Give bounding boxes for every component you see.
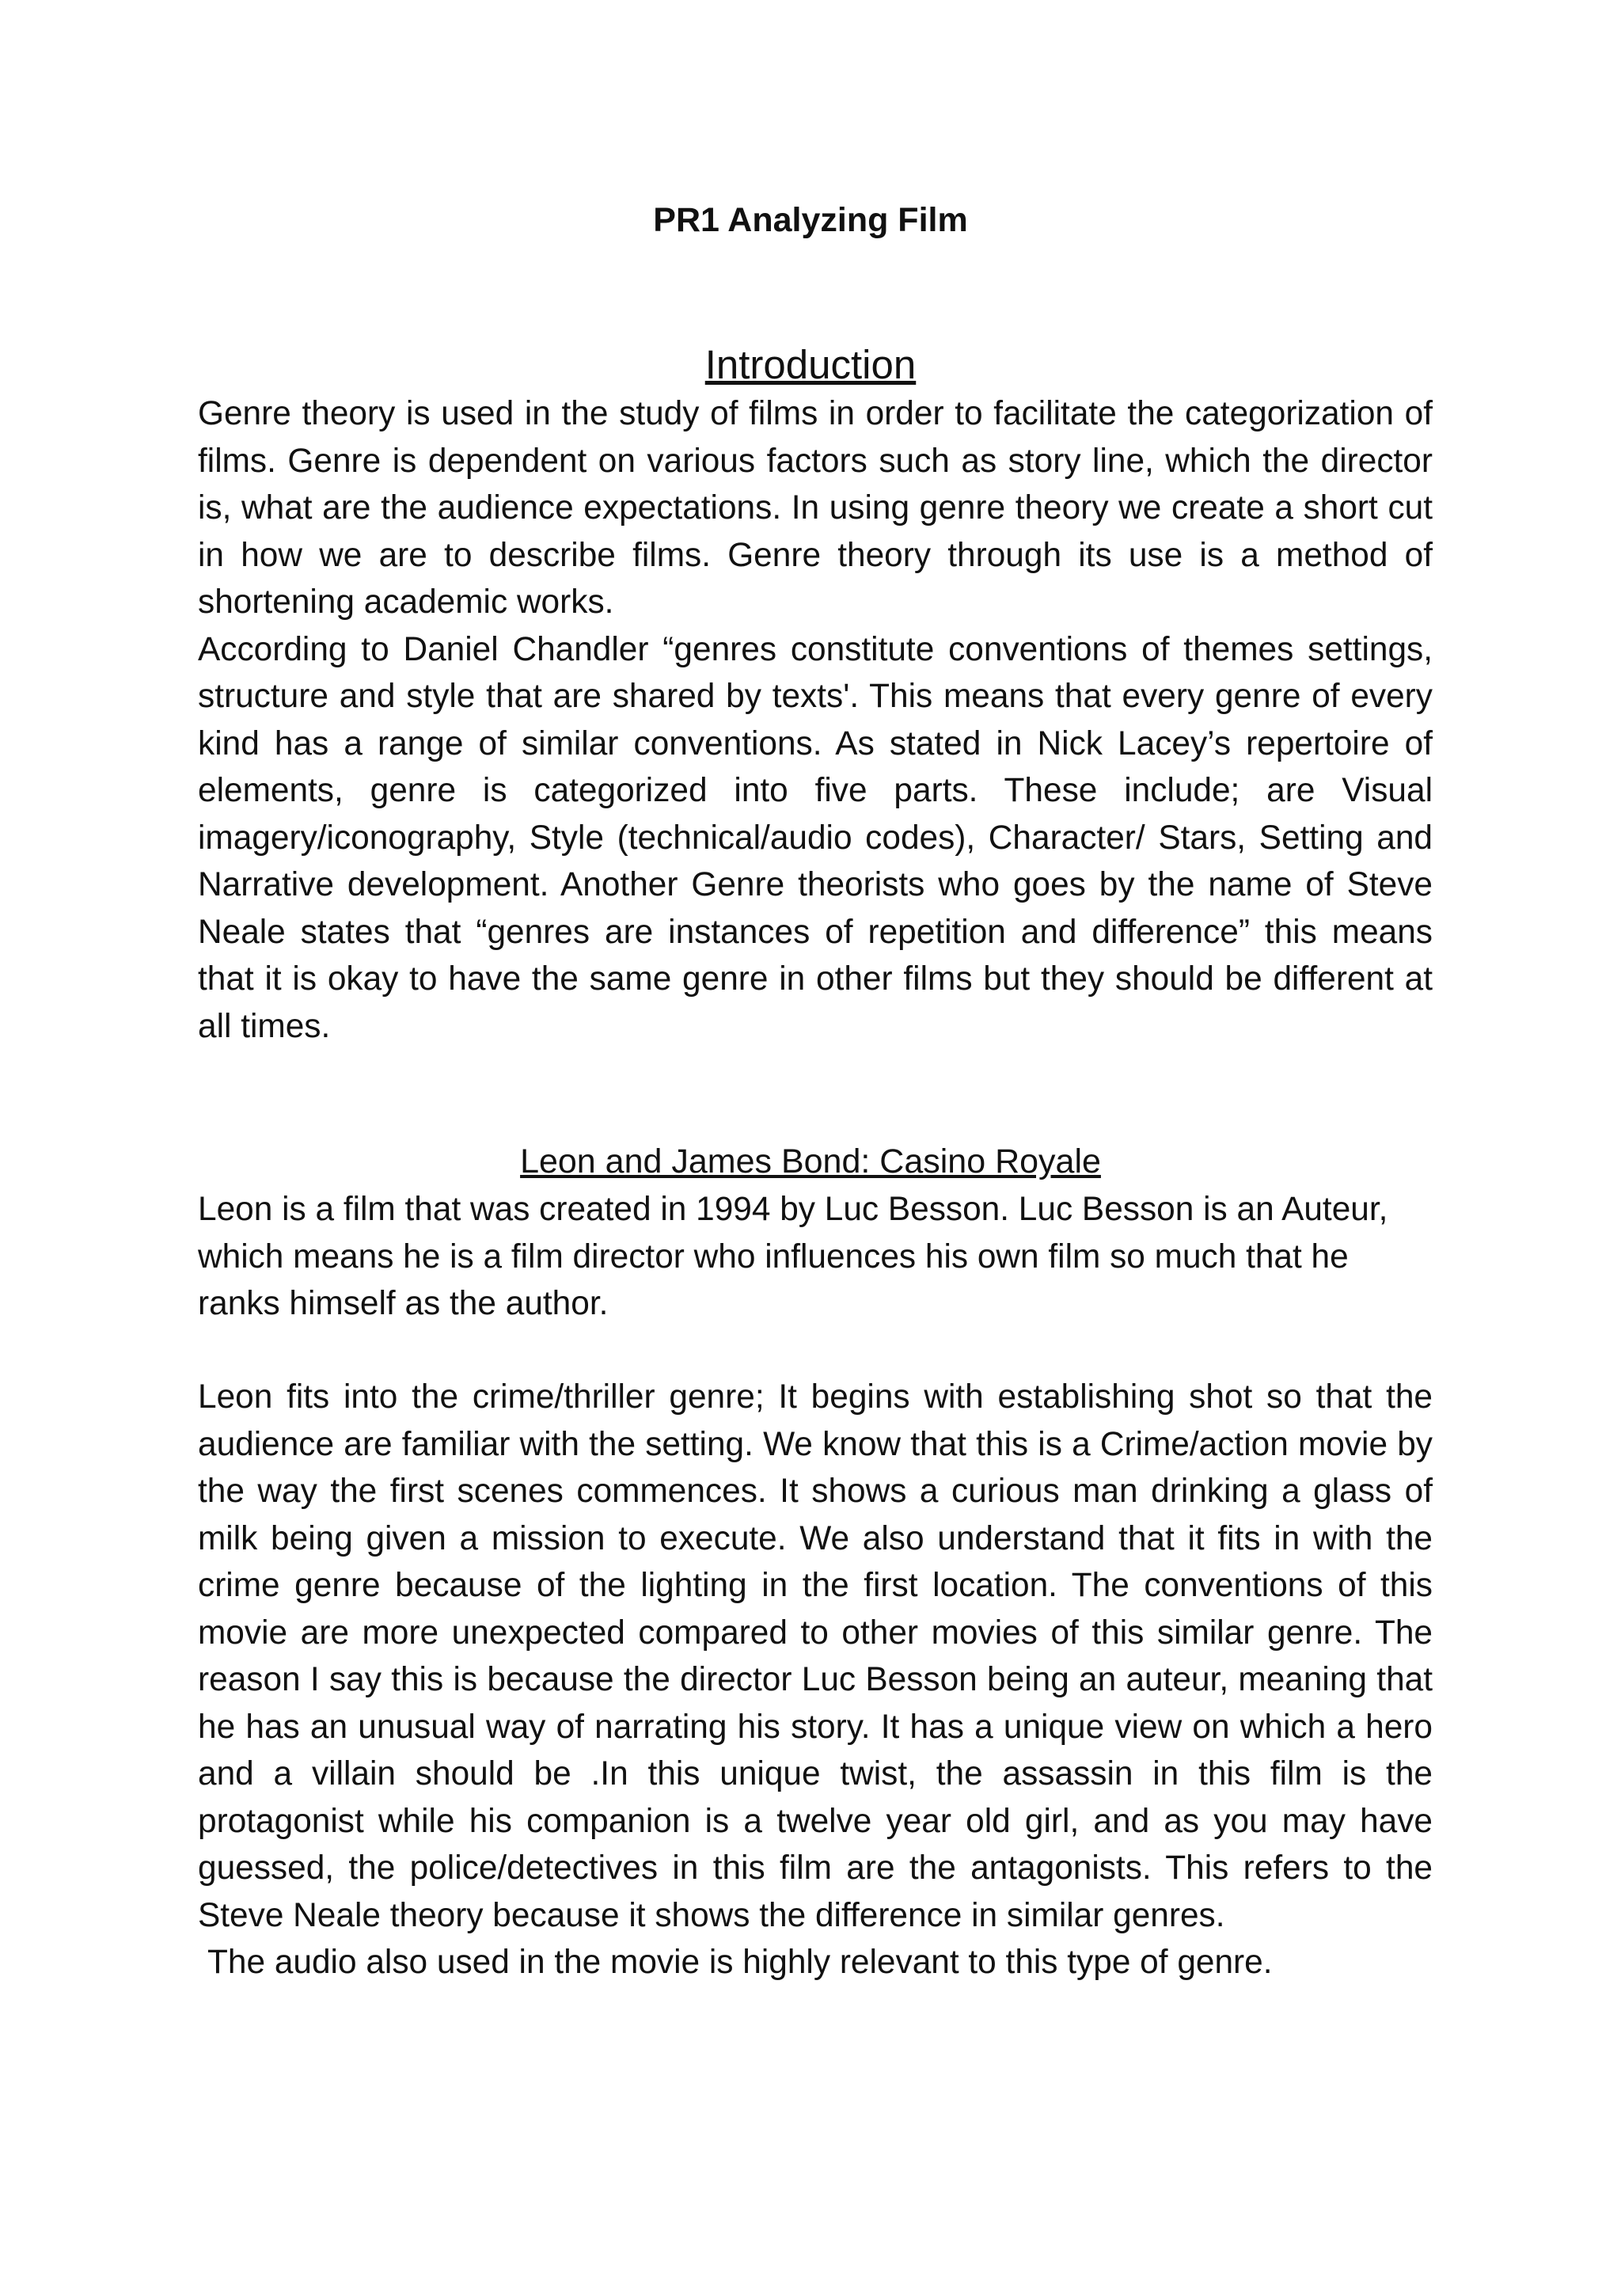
document-title: PR1 Analyzing Film	[653, 201, 968, 239]
leon-section-heading: Leon and James Bond: Casino Royale	[520, 1142, 1101, 1180]
leon-section-intro	[198, 1185, 1433, 1327]
introduction-paragraph-2: According to Daniel Chandler “genres constitute conventions of themes settings, structure and style that are shared by texts'. This means that every genre of every kind has a range of similar conventions. As stated in Nick Lacey’s repertoire of elements, genre is categorized into five parts. These include; are Visual imagery/iconography, Style (technical/audio codes), Character/ Stars, Setting and Narrative development. Another Genre theorists who goes by the name of Steve Neale states that “genres are instances of repetition and difference” this means that it is okay to have the same genre in other films but they should be different at all times.	[198, 629, 1433, 1044]
leon-paragraph-1: Leon is a film that was created in 1994 by Luc Besson. Luc Besson is an Auteur, which means he is a film director who influences his own film so much that he ranks himself as the author.	[198, 1190, 1388, 1321]
leon-section-body	[198, 1373, 1433, 1986]
leon-paragraph-2: Leon fits into the crime/thriller genre; It begins with establishing shot so that the audience are familiar with the setting. We know that this is a Crime/action movie by the way the first scenes commences. It shows a curious man drinking a glass of milk being given a mission to execute. We also understand that it fits in with the crime genre because of the lighting in the first location. The conventions of this movie are more unexpected compared to other movies of this similar genre. The reason I say this is because the director Luc Besson being an auteur, meaning that he has an unusual way of narrating his story. It has a unique view on which a hero and a villain should be .In this unique twist, the assassin in this film is the protagonist while his companion is a twelve year old girl, and as you may have guessed, the police/detectives in this film are the antagonists. This refers to the Steve Neale theory because it shows the difference in similar genres.	[198, 1378, 1433, 1933]
introduction-heading: Introduction	[704, 342, 917, 387]
leon-paragraph-3: The audio also used in the movie is highly relevant to this type of genre.	[207, 1943, 1273, 1980]
introduction-body	[198, 390, 1433, 1049]
introduction-paragraph-1: Genre theory is used in the study of films in order to facilitate the categorization of films. Genre is dependent on various factors such as story line, which the director is, what are the audience expectations. In using genre theory we create a short cut in how we are to describe films. Genre theory through its use is a method of shortening academic works.	[198, 394, 1433, 620]
